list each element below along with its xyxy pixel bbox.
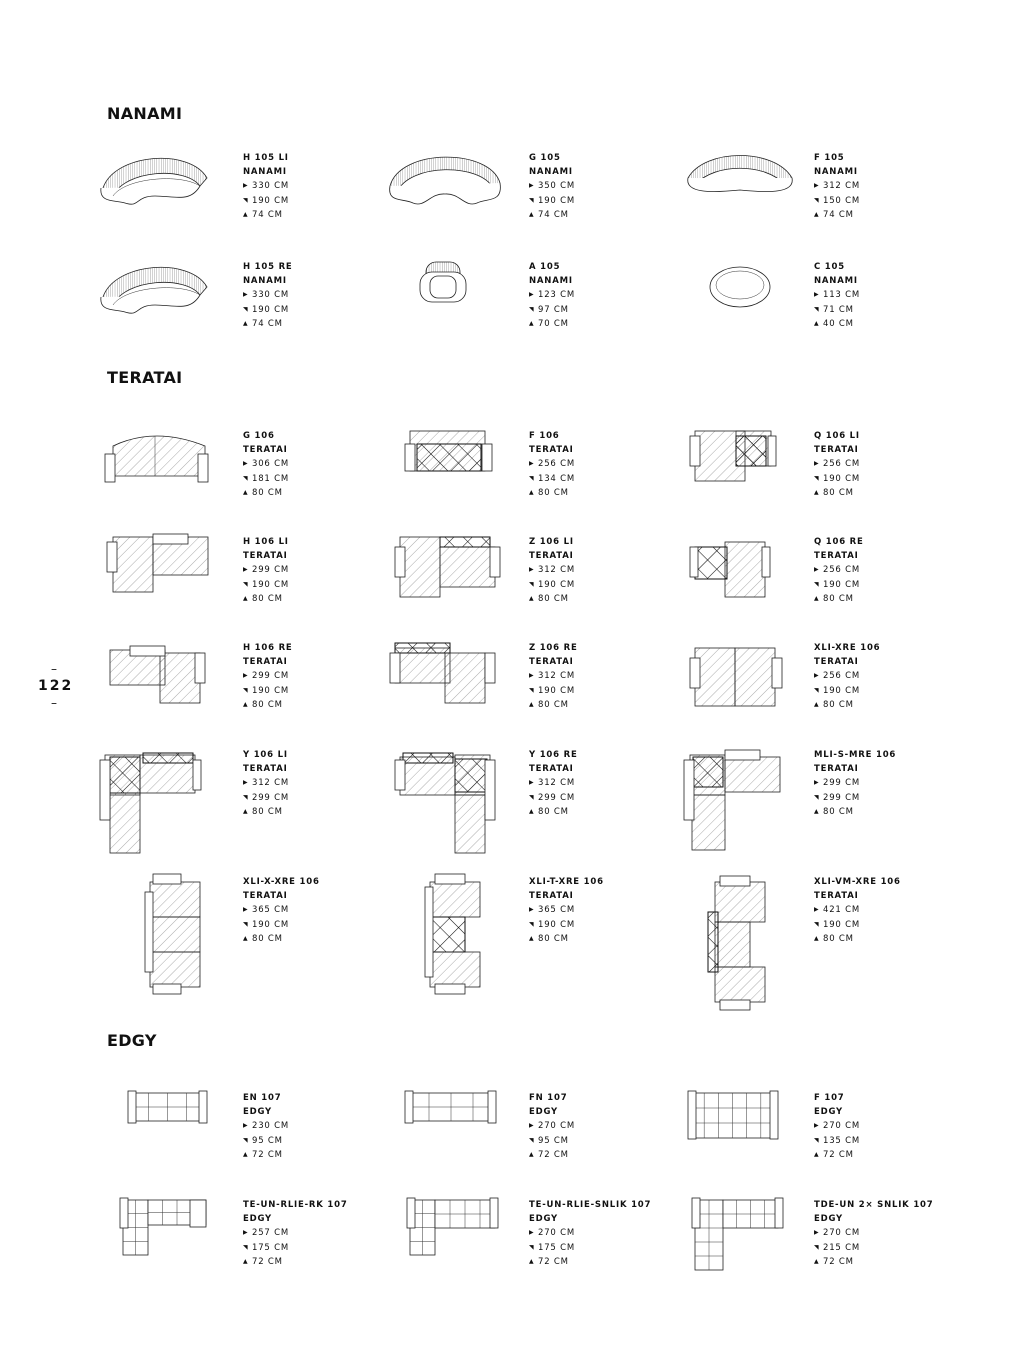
- height-dimension: ▲ 80 CM: [243, 488, 283, 499]
- depth-dimension: ◥ 175 CM: [243, 1242, 289, 1253]
- product-info: [529, 1092, 575, 1163]
- depth-dimension: ◥ 190 CM: [243, 304, 289, 315]
- width-arrow-icon: ▶: [529, 779, 535, 787]
- depth-dimension: ◥ 175 CM: [529, 1242, 575, 1253]
- width-dimension: ▶ 299 CM: [243, 671, 289, 682]
- height-dimension: ▲ 72 CM: [814, 1257, 854, 1268]
- height-arrow-icon: ▲: [529, 1258, 535, 1266]
- width-dimension: ▶ 306 CM: [243, 459, 289, 470]
- product-info: [529, 749, 578, 820]
- depth-arrow-icon: ◥: [529, 580, 535, 588]
- height-arrow-icon: ▲: [243, 935, 249, 943]
- width-dimension: ▶ 312 CM: [243, 778, 289, 789]
- product-name: TERATAI: [814, 550, 859, 561]
- sofa-modular-drawing: [680, 872, 805, 1012]
- product-code: C 105: [814, 262, 845, 272]
- height-dimension: ▲ 80 CM: [814, 807, 854, 818]
- height-dimension: ▲ 80 CM: [243, 807, 283, 818]
- product-name: TERATAI: [529, 890, 574, 901]
- product-info: [529, 642, 578, 713]
- height-arrow-icon: ▲: [529, 489, 535, 497]
- width-arrow-icon: ▶: [814, 566, 820, 574]
- product-name: EDGY: [243, 1213, 273, 1224]
- height-arrow-icon: ▲: [814, 808, 820, 816]
- depth-dimension: ◥ 190 CM: [243, 195, 289, 206]
- depth-dimension: ◥ 190 CM: [529, 195, 575, 206]
- section-title-teratai: TERATAI: [107, 368, 183, 387]
- depth-dimension: ◥ 190 CM: [814, 685, 860, 696]
- depth-arrow-icon: ◥: [529, 1136, 535, 1144]
- width-arrow-icon: ▶: [814, 291, 820, 299]
- depth-arrow-icon: ◥: [814, 686, 820, 694]
- height-arrow-icon: ▲: [243, 211, 249, 219]
- sofa-edgy-drawing: [385, 1195, 510, 1275]
- product-info: [243, 430, 289, 501]
- depth-arrow-icon: ◥: [814, 1136, 820, 1144]
- height-dimension: ▲ 74 CM: [814, 210, 854, 221]
- height-arrow-icon: ▲: [243, 701, 249, 709]
- product-code: F 105: [814, 153, 845, 163]
- width-arrow-icon: ▶: [814, 1229, 820, 1237]
- width-arrow-icon: ▶: [814, 906, 820, 914]
- product-info: [814, 1092, 860, 1163]
- height-dimension: ▲ 80 CM: [814, 700, 854, 711]
- page-number: – 122 –: [38, 662, 74, 710]
- height-arrow-icon: ▲: [814, 489, 820, 497]
- depth-arrow-icon: ◥: [529, 196, 535, 204]
- product-info: [243, 749, 289, 820]
- depth-arrow-icon: ◥: [243, 474, 249, 482]
- width-arrow-icon: ▶: [529, 672, 535, 680]
- product-code: XLI-T-XRE 106: [529, 877, 604, 887]
- depth-arrow-icon: ◥: [814, 580, 820, 588]
- product-info: [243, 152, 289, 223]
- sofa-modular-drawing: [95, 638, 220, 718]
- product-code: EN 107: [243, 1093, 282, 1103]
- product-info: [814, 1199, 933, 1270]
- width-arrow-icon: ▶: [529, 1229, 535, 1237]
- product-name: TERATAI: [243, 444, 288, 455]
- product-name: TERATAI: [529, 656, 574, 667]
- product-info: [529, 430, 575, 501]
- sofa-modular-drawing: [385, 426, 510, 496]
- depth-arrow-icon: ◥: [243, 920, 249, 928]
- product-name: EDGY: [243, 1106, 273, 1117]
- height-dimension: ▲ 72 CM: [529, 1257, 569, 1268]
- sofa-modular-drawing: [385, 872, 510, 1012]
- depth-arrow-icon: ◥: [814, 196, 820, 204]
- depth-dimension: ◥ 134 CM: [529, 473, 575, 484]
- height-arrow-icon: ▲: [529, 701, 535, 709]
- product-code: XLI-X-XRE 106: [243, 877, 320, 887]
- width-dimension: ▶ 256 CM: [814, 565, 860, 576]
- product-name: NANAMI: [814, 166, 858, 177]
- product-info: [529, 152, 575, 223]
- height-arrow-icon: ▲: [529, 211, 535, 219]
- product-info: [529, 536, 575, 607]
- section-title-nanami: NANAMI: [107, 104, 183, 123]
- product-name: NANAMI: [243, 275, 287, 286]
- width-arrow-icon: ▶: [529, 460, 535, 468]
- sofa-modular-drawing: [680, 638, 805, 718]
- sofa-curved-drawing: [385, 148, 510, 228]
- sofa-curved-drawing: [385, 257, 510, 337]
- product-code: Z 106 LI: [529, 537, 574, 547]
- width-dimension: ▶ 312 CM: [529, 565, 575, 576]
- sofa-modular-drawing: [680, 426, 805, 496]
- height-arrow-icon: ▲: [814, 935, 820, 943]
- product-name: TERATAI: [243, 656, 288, 667]
- depth-dimension: ◥ 181 CM: [243, 473, 289, 484]
- product-code: TDE-UN 2× SNLIK 107: [814, 1200, 934, 1210]
- width-dimension: ▶ 113 CM: [814, 290, 860, 301]
- product-info: [814, 876, 901, 947]
- width-dimension: ▶ 270 CM: [814, 1228, 860, 1239]
- width-arrow-icon: ▶: [529, 291, 535, 299]
- height-dimension: ▲ 72 CM: [529, 1150, 569, 1161]
- product-code: Q 106 LI: [814, 431, 860, 441]
- depth-dimension: ◥ 190 CM: [243, 919, 289, 930]
- width-dimension: ▶ 365 CM: [529, 905, 575, 916]
- product-name: TERATAI: [814, 444, 859, 455]
- width-arrow-icon: ▶: [243, 460, 249, 468]
- depth-arrow-icon: ◥: [529, 686, 535, 694]
- product-code: XLI-VM-XRE 106: [814, 877, 901, 887]
- sofa-curved-drawing: [680, 148, 805, 228]
- height-dimension: ▲ 80 CM: [243, 594, 283, 605]
- width-dimension: ▶ 312 CM: [529, 778, 575, 789]
- width-dimension: ▶ 330 CM: [243, 181, 289, 192]
- height-dimension: ▲ 74 CM: [243, 210, 283, 221]
- product-info: [814, 152, 860, 223]
- width-dimension: ▶ 123 CM: [529, 290, 575, 301]
- product-code: G 106: [243, 431, 275, 441]
- sofa-curved-drawing: [95, 148, 220, 228]
- sofa-modular-drawing: [95, 532, 220, 612]
- height-dimension: ▲ 80 CM: [814, 488, 854, 499]
- product-code: Z 106 RE: [529, 643, 578, 653]
- product-name: NANAMI: [814, 275, 858, 286]
- product-info: [814, 430, 860, 501]
- sofa-modular-drawing: [680, 532, 805, 612]
- width-dimension: ▶ 350 CM: [529, 181, 575, 192]
- height-dimension: ▲ 80 CM: [529, 700, 569, 711]
- depth-dimension: ◥ 190 CM: [814, 919, 860, 930]
- product-info: [243, 642, 293, 713]
- height-dimension: ▲ 72 CM: [243, 1257, 283, 1268]
- height-dimension: ▲ 80 CM: [529, 594, 569, 605]
- sofa-modular-drawing: [95, 745, 220, 855]
- product-info: [814, 261, 860, 332]
- depth-arrow-icon: ◥: [243, 580, 249, 588]
- height-dimension: ▲ 80 CM: [243, 700, 283, 711]
- depth-arrow-icon: ◥: [814, 920, 820, 928]
- height-dimension: ▲ 80 CM: [814, 594, 854, 605]
- sofa-modular-drawing: [95, 872, 220, 1012]
- depth-arrow-icon: ◥: [529, 305, 535, 313]
- width-dimension: ▶ 330 CM: [243, 290, 289, 301]
- depth-dimension: ◥ 95 CM: [243, 1135, 283, 1146]
- product-code: A 105: [529, 262, 561, 272]
- width-arrow-icon: ▶: [243, 291, 249, 299]
- depth-arrow-icon: ◥: [814, 793, 820, 801]
- width-dimension: ▶ 270 CM: [529, 1228, 575, 1239]
- height-dimension: ▲ 72 CM: [243, 1150, 283, 1161]
- height-arrow-icon: ▲: [243, 320, 249, 328]
- height-dimension: ▲ 80 CM: [243, 934, 283, 945]
- product-info: [529, 1199, 651, 1270]
- height-arrow-icon: ▲: [243, 1151, 249, 1159]
- depth-arrow-icon: ◥: [243, 686, 249, 694]
- product-code: H 105 LI: [243, 153, 289, 163]
- product-info: [529, 261, 575, 332]
- product-name: TERATAI: [814, 890, 859, 901]
- product-info: [243, 1199, 348, 1270]
- sofa-edgy-drawing: [95, 1195, 220, 1275]
- depth-dimension: ◥ 215 CM: [814, 1242, 860, 1253]
- sofa-curved-drawing: [95, 257, 220, 337]
- depth-arrow-icon: ◥: [814, 305, 820, 313]
- width-arrow-icon: ▶: [529, 906, 535, 914]
- height-dimension: ▲ 40 CM: [814, 319, 854, 330]
- height-dimension: ▲ 72 CM: [814, 1150, 854, 1161]
- product-name: NANAMI: [243, 166, 287, 177]
- product-name: NANAMI: [529, 275, 573, 286]
- width-arrow-icon: ▶: [243, 182, 249, 190]
- product-name: TERATAI: [529, 550, 574, 561]
- sofa-edgy-drawing: [95, 1088, 220, 1138]
- product-info: [243, 536, 289, 607]
- width-arrow-icon: ▶: [243, 1229, 249, 1237]
- height-dimension: ▲ 80 CM: [529, 488, 569, 499]
- product-info: [529, 876, 604, 947]
- height-dimension: ▲ 80 CM: [814, 934, 854, 945]
- product-info: [243, 1092, 289, 1163]
- product-code: H 106 LI: [243, 537, 289, 547]
- product-code: H 105 RE: [243, 262, 293, 272]
- height-arrow-icon: ▲: [529, 808, 535, 816]
- width-arrow-icon: ▶: [243, 1122, 249, 1130]
- depth-arrow-icon: ◥: [529, 1243, 535, 1251]
- height-dimension: ▲ 80 CM: [529, 934, 569, 945]
- depth-arrow-icon: ◥: [243, 1243, 249, 1251]
- product-name: EDGY: [529, 1106, 559, 1117]
- product-code: Y 106 RE: [529, 750, 578, 760]
- sofa-modular-drawing: [95, 426, 220, 496]
- product-code: F 106: [529, 431, 560, 441]
- width-dimension: ▶ 299 CM: [814, 778, 860, 789]
- depth-dimension: ◥ 190 CM: [529, 919, 575, 930]
- depth-arrow-icon: ◥: [243, 305, 249, 313]
- width-dimension: ▶ 365 CM: [243, 905, 289, 916]
- width-arrow-icon: ▶: [814, 1122, 820, 1130]
- depth-arrow-icon: ◥: [243, 196, 249, 204]
- height-arrow-icon: ▲: [814, 1258, 820, 1266]
- depth-arrow-icon: ◥: [529, 793, 535, 801]
- depth-arrow-icon: ◥: [529, 920, 535, 928]
- depth-arrow-icon: ◥: [243, 1136, 249, 1144]
- width-arrow-icon: ▶: [814, 460, 820, 468]
- depth-arrow-icon: ◥: [814, 1243, 820, 1251]
- width-dimension: ▶ 270 CM: [814, 1121, 860, 1132]
- product-name: TERATAI: [814, 763, 859, 774]
- depth-dimension: ◥ 71 CM: [814, 304, 854, 315]
- product-code: FN 107: [529, 1093, 568, 1103]
- product-code: Y 106 LI: [243, 750, 288, 760]
- width-arrow-icon: ▶: [529, 566, 535, 574]
- product-code: H 106 RE: [243, 643, 293, 653]
- sofa-modular-drawing: [385, 532, 510, 612]
- depth-arrow-icon: ◥: [529, 474, 535, 482]
- depth-dimension: ◥ 299 CM: [243, 792, 289, 803]
- height-arrow-icon: ▲: [814, 211, 820, 219]
- width-dimension: ▶ 256 CM: [529, 459, 575, 470]
- product-name: EDGY: [529, 1213, 559, 1224]
- depth-dimension: ◥ 190 CM: [529, 685, 575, 696]
- product-info: [243, 261, 293, 332]
- height-arrow-icon: ▲: [529, 595, 535, 603]
- product-info: [814, 642, 880, 713]
- height-arrow-icon: ▲: [814, 701, 820, 709]
- width-arrow-icon: ▶: [529, 182, 535, 190]
- depth-dimension: ◥ 135 CM: [814, 1135, 860, 1146]
- depth-dimension: ◥ 190 CM: [243, 685, 289, 696]
- product-code: G 105: [529, 153, 561, 163]
- product-code: Q 106 RE: [814, 537, 864, 547]
- product-info: [814, 536, 864, 607]
- height-dimension: ▲ 74 CM: [529, 210, 569, 221]
- sofa-edgy-drawing: [680, 1088, 805, 1138]
- product-info: [814, 749, 896, 820]
- section-title-edgy: EDGY: [107, 1031, 157, 1050]
- product-name: EDGY: [814, 1106, 844, 1117]
- height-arrow-icon: ▲: [814, 320, 820, 328]
- height-arrow-icon: ▲: [529, 1151, 535, 1159]
- height-arrow-icon: ▲: [814, 595, 820, 603]
- depth-dimension: ◥ 299 CM: [529, 792, 575, 803]
- sofa-edgy-drawing: [385, 1088, 510, 1138]
- width-arrow-icon: ▶: [243, 672, 249, 680]
- depth-dimension: ◥ 190 CM: [529, 579, 575, 590]
- product-name: TERATAI: [243, 890, 288, 901]
- product-code: TE-UN-RLIE-RK 107: [243, 1200, 348, 1210]
- width-dimension: ▶ 299 CM: [243, 565, 289, 576]
- width-dimension: ▶ 312 CM: [814, 181, 860, 192]
- depth-dimension: ◥ 299 CM: [814, 792, 860, 803]
- width-arrow-icon: ▶: [243, 566, 249, 574]
- height-arrow-icon: ▲: [243, 489, 249, 497]
- height-arrow-icon: ▲: [529, 320, 535, 328]
- width-arrow-icon: ▶: [814, 672, 820, 680]
- width-dimension: ▶ 270 CM: [529, 1121, 575, 1132]
- height-arrow-icon: ▲: [243, 808, 249, 816]
- sofa-modular-drawing: [680, 745, 805, 855]
- product-code: MLI-S-MRE 106: [814, 750, 897, 760]
- width-arrow-icon: ▶: [814, 182, 820, 190]
- width-arrow-icon: ▶: [243, 779, 249, 787]
- sofa-modular-drawing: [385, 638, 510, 718]
- width-dimension: ▶ 256 CM: [814, 459, 860, 470]
- height-arrow-icon: ▲: [243, 595, 249, 603]
- width-arrow-icon: ▶: [243, 906, 249, 914]
- depth-dimension: ◥ 95 CM: [529, 1135, 569, 1146]
- product-info: [243, 876, 320, 947]
- depth-dimension: ◥ 150 CM: [814, 195, 860, 206]
- width-dimension: ▶ 256 CM: [814, 671, 860, 682]
- product-code: TE-UN-RLIE-SNLIK 107: [529, 1200, 652, 1210]
- depth-dimension: ◥ 97 CM: [529, 304, 569, 315]
- height-dimension: ▲ 80 CM: [529, 807, 569, 818]
- product-name: NANAMI: [529, 166, 573, 177]
- product-name: TERATAI: [243, 763, 288, 774]
- width-arrow-icon: ▶: [814, 779, 820, 787]
- sofa-curved-drawing: [680, 257, 805, 337]
- height-dimension: ▲ 74 CM: [243, 319, 283, 330]
- height-dimension: ▲ 70 CM: [529, 319, 569, 330]
- product-code: F 107: [814, 1093, 845, 1103]
- width-arrow-icon: ▶: [529, 1122, 535, 1130]
- product-name: TERATAI: [529, 763, 574, 774]
- depth-dimension: ◥ 190 CM: [814, 473, 860, 484]
- height-arrow-icon: ▲: [243, 1258, 249, 1266]
- width-dimension: ▶ 421 CM: [814, 905, 860, 916]
- product-name: TERATAI: [243, 550, 288, 561]
- width-dimension: ▶ 230 CM: [243, 1121, 289, 1132]
- product-code: XLI-XRE 106: [814, 643, 881, 653]
- product-name: EDGY: [814, 1213, 844, 1224]
- product-name: TERATAI: [529, 444, 574, 455]
- width-dimension: ▶ 312 CM: [529, 671, 575, 682]
- depth-dimension: ◥ 190 CM: [243, 579, 289, 590]
- sofa-edgy-drawing: [680, 1195, 805, 1275]
- depth-arrow-icon: ◥: [243, 793, 249, 801]
- depth-dimension: ◥ 190 CM: [814, 579, 860, 590]
- depth-arrow-icon: ◥: [814, 474, 820, 482]
- height-arrow-icon: ▲: [529, 935, 535, 943]
- sofa-modular-drawing: [385, 745, 510, 855]
- product-name: TERATAI: [814, 656, 859, 667]
- width-dimension: ▶ 257 CM: [243, 1228, 289, 1239]
- height-arrow-icon: ▲: [814, 1151, 820, 1159]
